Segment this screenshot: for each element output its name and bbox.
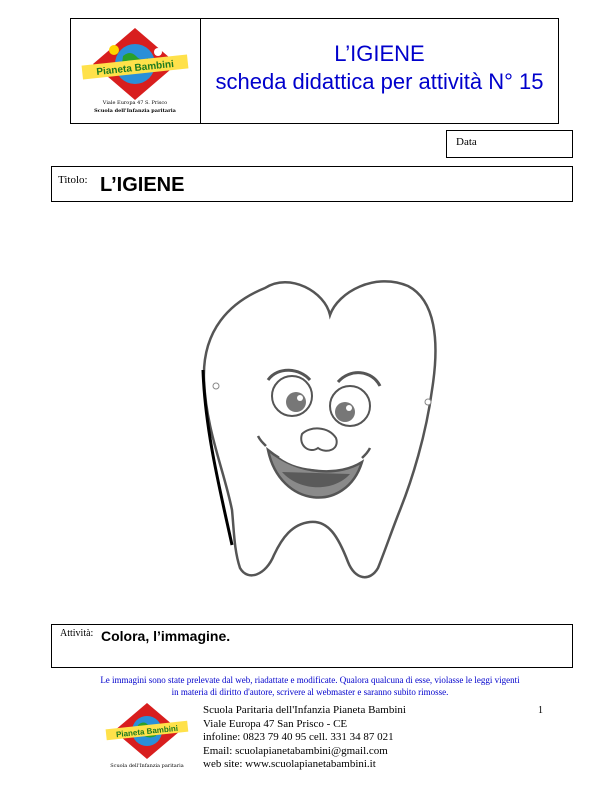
footer-website[interactable]: web site: www.scuolapianetabambini.it xyxy=(203,758,376,770)
footer-logo xyxy=(102,701,192,769)
header-title-line2: scheda didattica per attività N° 15 xyxy=(215,69,544,94)
logo-brand-text: Pianeta Bambini xyxy=(95,58,175,79)
copyright-disclaimer xyxy=(30,674,590,698)
title-label: Titolo: xyxy=(58,174,88,186)
disclaimer-line1: Le immagini sono state prelevate dal web, riadattate e modificate. Qualora qualcuna di esse, violasse le leggi vigenti xyxy=(100,675,520,685)
header-title xyxy=(200,40,559,96)
footer-logo-subtitle: Scuola dell'Infanzia paritaria xyxy=(110,763,184,769)
footer-phone: infoline: 0823 79 40 95 cell. 331 34 87 021 xyxy=(203,731,394,743)
pianeta-bambini-logo-icon xyxy=(102,701,192,769)
date-label: Data xyxy=(456,136,477,148)
page-number: 1 xyxy=(538,705,543,716)
title-value: L’IGIENE xyxy=(100,174,185,196)
footer-school: Scuola Paritaria dell'Infanzia Pianeta Bambini xyxy=(203,704,406,716)
activity-value: Colora, l’immagine. xyxy=(101,628,231,644)
tooth-illustration xyxy=(150,230,510,600)
header-title-line1: L’IGIENE xyxy=(334,41,425,66)
footer-contact xyxy=(203,704,406,772)
logo-subtitle-text: Scuola dell'Infanzia paritaria xyxy=(94,108,176,114)
footer-address: Viale Europa 47 San Prisco - CE xyxy=(203,717,348,730)
footer-email[interactable]: Email: scuolapianetabambini@gmail.com xyxy=(203,744,388,757)
smiling-tooth-icon xyxy=(150,230,510,600)
disclaimer-line2: in materia di diritto d'autore, scrivere al webmaster e saranno subito rimosse. xyxy=(171,687,449,697)
logo-address-text: Viale Europa 47 S. Prisco xyxy=(102,100,168,106)
footer-logo-brand-text: Pianeta Bambini xyxy=(115,723,179,740)
school-logo xyxy=(78,24,192,118)
activity-label: Attività: xyxy=(60,628,94,639)
